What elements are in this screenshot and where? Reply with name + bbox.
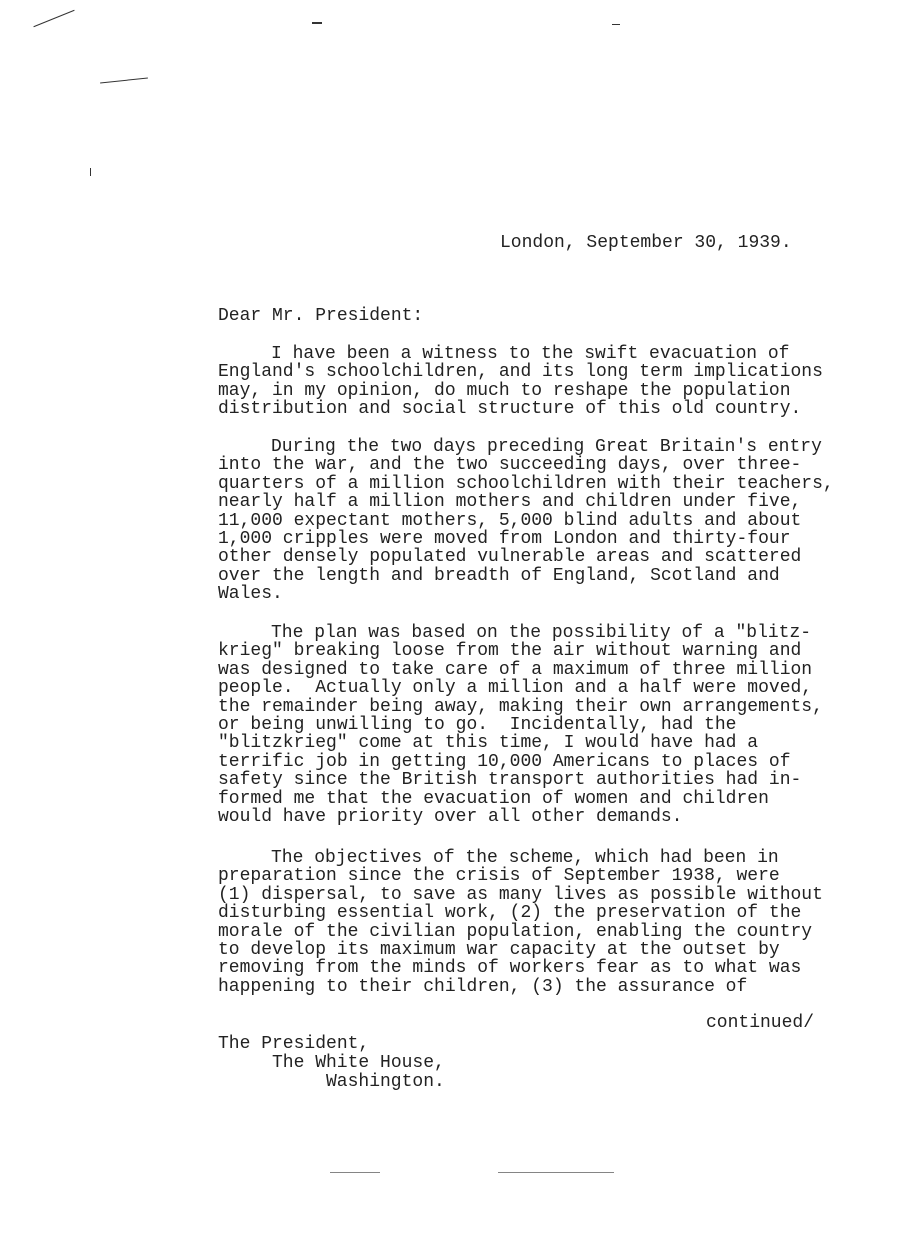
paragraph-line: The objectives of the scheme, which had been in	[271, 848, 779, 868]
scan-mark	[100, 77, 148, 83]
paragraph-1	[218, 345, 823, 419]
paragraph-line: preparation since the crisis of September 1938, were	[218, 866, 780, 887]
paragraph-4	[218, 849, 823, 996]
paragraph-line: disturbing essential work, (2) the preservation of the	[218, 903, 802, 924]
paragraph-line: During the two days preceding Great Britain's entry	[271, 437, 822, 457]
address-line-2: The White House,	[272, 1053, 445, 1073]
paragraph-line: nearly half a million mothers and children under five,	[218, 492, 802, 513]
paragraph-line: formed me that the evacuation of women and children	[218, 788, 769, 809]
paragraph-line: happening to their children, (3) the assurance of	[218, 976, 748, 997]
scan-mark	[90, 168, 91, 176]
paragraph-line: Wales.	[218, 584, 283, 605]
paragraph-line: I have been a witness to the swift evacuation of	[271, 344, 790, 364]
paragraph-line: people. Actually only a million and a half were moved,	[218, 678, 813, 699]
paragraph-line: The plan was based on the possibility of a "blitz-	[271, 623, 812, 643]
scan-mark	[612, 24, 620, 25]
paragraph-line: into the war, and the two succeeding days, over three-	[218, 455, 802, 476]
address-line-3: Washington.	[326, 1072, 445, 1092]
paragraph-line: distribution and social structure of this old country.	[218, 399, 802, 420]
paragraph-line: krieg" breaking loose from the air without warning and	[218, 641, 802, 662]
paragraph-2	[218, 438, 834, 604]
scan-mark	[312, 22, 322, 24]
paragraph-line: (1) dispersal, to save as many lives as possible without	[218, 884, 823, 905]
paragraph-line: would have priority over all other demands.	[218, 806, 683, 827]
dateline: London, September 30, 1939.	[500, 233, 792, 253]
salutation: Dear Mr. President:	[218, 306, 424, 326]
paragraph-line: was designed to take care of a maximum of three million	[218, 659, 813, 680]
paragraph-line: may, in my opinion, do much to reshape the population	[218, 380, 791, 401]
scan-mark	[330, 1172, 380, 1173]
paragraph-line: removing from the minds of workers fear as to what was	[218, 958, 802, 979]
address-line-1: The President,	[218, 1034, 370, 1054]
continued-note: continued/	[706, 1013, 815, 1033]
paragraph-line: the remainder being away, making their own arrangements,	[218, 696, 823, 717]
paragraph-3	[218, 624, 823, 826]
paragraph-line: terrific job in getting 10,000 Americans to places of	[218, 751, 791, 772]
paragraph-line: to develop its maximum war capacity at the outset by	[218, 939, 780, 960]
paragraph-line: quarters of a million schoolchildren with their teachers,	[218, 473, 834, 494]
paragraph-line: over the length and breadth of England, Scotland and	[218, 565, 780, 586]
paragraph-line: England's schoolchildren, and its long term implications	[218, 362, 823, 383]
paragraph-line: safety since the British transport authorities had in-	[218, 770, 802, 791]
scan-mark	[498, 1172, 614, 1173]
paragraph-line: morale of the civilian population, enabling the country	[218, 921, 813, 942]
scan-mark	[33, 10, 74, 27]
paragraph-line: other densely populated vulnerable areas and scattered	[218, 547, 802, 568]
paragraph-line: or being unwilling to go. Incidentally, had the	[218, 714, 737, 735]
paragraph-line: "blitzkrieg" come at this time, I would have had a	[218, 733, 759, 754]
paragraph-line: 1,000 cripples were moved from London and thirty-four	[218, 528, 791, 549]
paragraph-line: 11,000 expectant mothers, 5,000 blind adults and about	[218, 510, 802, 531]
